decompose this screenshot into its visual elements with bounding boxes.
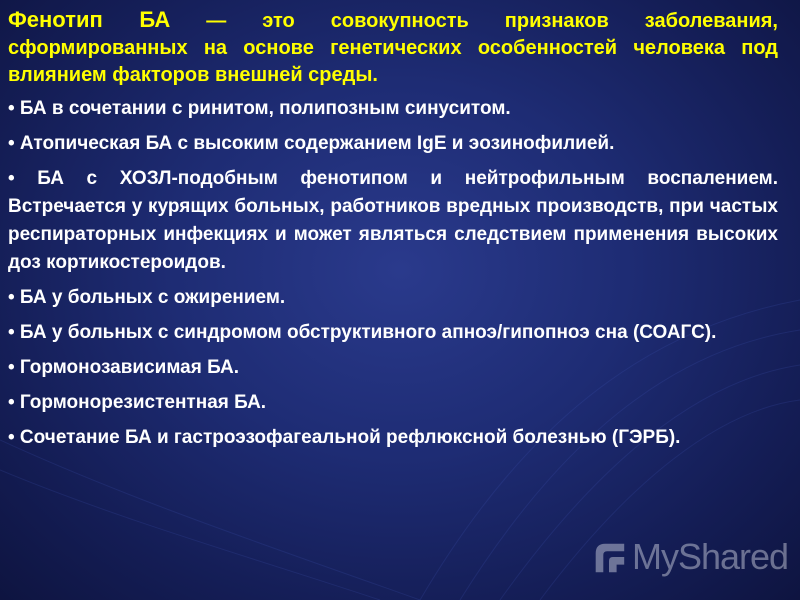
intro-text: — это совокупность признаков заболевания, сформированных на основе генетических особенностей человека под влиянием факторов внешней среды.: [8, 10, 778, 86]
watermark: [590, 536, 788, 578]
slide-content: [8, 6, 778, 459]
list-item: • БА у больных с синдромом обструктивного апноэ/гипопноэ сна (СОАГС).: [8, 322, 717, 343]
myshared-logo-icon: [590, 538, 628, 576]
phenotype-list: [8, 95, 778, 452]
list-item: • Гормонозависимая БА.: [8, 357, 239, 378]
list-item: • БА с ХОЗЛ-подобным фенотипом и нейтрофильным воспалением. Встречается у курящих больных, работников вредных производств, при частых респираторных инфекциях и может являться следствием применения высоких доз кортикостероидов.: [8, 168, 778, 273]
intro-definition: [8, 6, 778, 89]
list-item: • Гормонорезистентная БА.: [8, 392, 267, 413]
list-item: • БА в сочетании с ринитом, полипозным синуситом.: [8, 98, 511, 119]
list-item: • Сочетание БА и гастроэзофагеальной рефлюксной болезнью (ГЭРБ).: [8, 427, 681, 448]
intro-term: Фенотип БА: [8, 7, 171, 32]
watermark-text: MyShared: [632, 536, 789, 577]
list-item: • Атопическая БА с высоким содержанием IgE и эозинофилией.: [8, 133, 615, 154]
list-item: • БА у больных с ожирением.: [8, 287, 286, 308]
